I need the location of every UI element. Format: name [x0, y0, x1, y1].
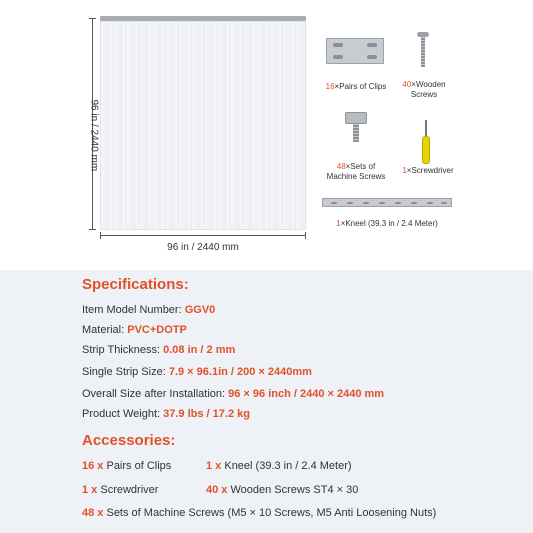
clip-plate-image — [326, 38, 384, 64]
spec-row: Single Strip Size: 7.9 × 96.1in / 200 × 2440mm — [82, 366, 312, 378]
width-dimension-label: 96 in / 2440 mm — [167, 242, 239, 253]
width-dimension-line — [100, 235, 306, 236]
machine-screw-image — [345, 112, 367, 142]
spec-row: Material: PVC+DOTP — [82, 324, 187, 336]
wooden-screw-image — [417, 32, 429, 70]
spec-row: Overall Size after Installation: 96 × 96 inch / 2440 × 2440 mm — [82, 388, 385, 400]
wooden-screws-caption: 40×Wooden Screws — [402, 80, 446, 99]
spec-row: Product Weight: 37.9 lbs / 17.2 kg — [82, 408, 250, 420]
accessory-item: 40 x Wooden Screws ST4 × 30 — [206, 484, 359, 496]
accessory-item: 1 x Kneel (39.3 in / 2.4 Meter) — [206, 460, 352, 472]
accessories-heading: Accessories: — [82, 432, 176, 449]
specifications-heading: Specifications: — [82, 276, 189, 293]
kneel-caption: 1×Kneel (39.3 in / 2.4 Meter) — [336, 219, 438, 228]
spec-row: Item Model Number: GGV0 — [82, 304, 216, 316]
accessory-item: 16 x Pairs of Clips — [82, 460, 172, 472]
clips-caption: 16×Pairs of Clips — [325, 82, 387, 91]
accessory-item: 1 x Screwdriver — [82, 484, 159, 496]
accessory-item: 48 x Sets of Machine Screws (M5 × 10 Screws, M5 Anti Loosening Nuts) — [82, 507, 437, 519]
strip-curtain-illustration — [100, 16, 306, 230]
machine-screws-caption: 48×Sets of Machine Screws — [326, 162, 386, 181]
pvc-strips — [100, 21, 306, 230]
screwdriver-caption: 1×Screwdriver — [402, 166, 454, 175]
spec-row: Strip Thickness: 0.08 in / 2 mm — [82, 344, 236, 356]
screwdriver-image — [421, 120, 431, 164]
kneel-rail-image — [322, 198, 452, 207]
height-dimension-label: 96 in / 2440 mm — [88, 99, 100, 172]
